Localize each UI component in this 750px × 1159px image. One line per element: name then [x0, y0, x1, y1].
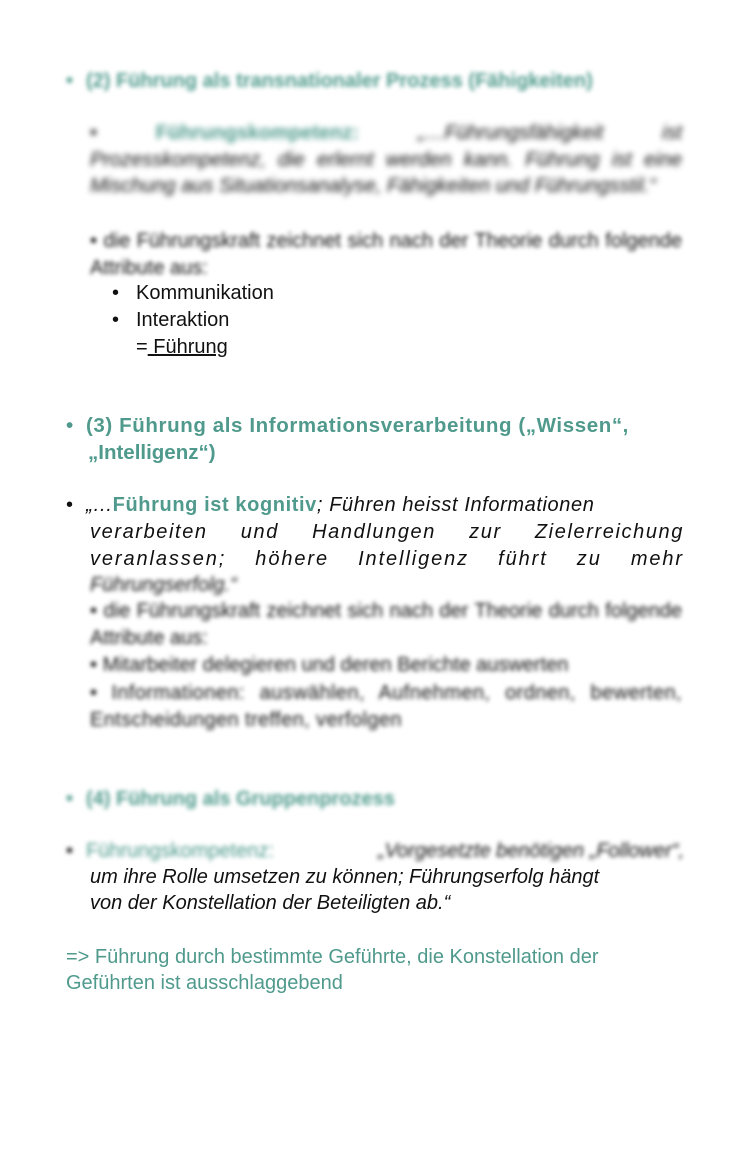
bullet: • [66, 70, 74, 92]
kognitiv-highlight: Führung ist kognitiv [112, 494, 317, 516]
section3-delegate: • Mitarbeiter delegieren und deren Berichte auswerten [90, 654, 569, 676]
bullet: • [90, 122, 156, 144]
conclusion-line1: => Führung durch bestimmte Geführte, die Konstellation der [66, 946, 599, 968]
competence-quote: „…Führungsfähigkeit ist Prozesskompetenz, die erlernt werden kann. Führung ist eine Mischung aus Situationsanalyse, Fähigkeiten und Führungsstil.“ [90, 122, 682, 197]
competence-label: Führungskompetenz: [86, 840, 274, 862]
section3-heading-cont: „Intelligenz“) [88, 441, 216, 464]
bullet: • [66, 414, 74, 437]
bullet: • [90, 230, 104, 252]
bullet: • [112, 309, 120, 331]
section3-information: • Informationen: auswählen, Aufnehmen, ordnen, bewerten, Entscheidungen treffen, verfolgen [90, 682, 682, 731]
section2-attributes-intro: • die Führungskraft zeichnet sich nach der Theorie durch folgende Attribute aus: [90, 230, 683, 279]
result-line: = Führung [136, 336, 228, 358]
section3-quote-line3: veranlassen; höhere Intelligenz führt zu mehr [90, 548, 684, 570]
conclusion-line2: Geführten ist ausschlaggebend [66, 972, 343, 994]
result-underlined: Führung [147, 336, 228, 358]
section4-quote-line2: um ihre Rolle umsetzen zu können; Führungserfolg hängt [90, 866, 600, 888]
section4-quote-line3: von der Konstellation der Beteiligten ab.“ [90, 892, 451, 914]
section3-quote-line2: verarbeiten und Handlungen zur Zielerreichung [90, 521, 684, 543]
bullet: • [66, 788, 74, 810]
list-item: • Interaktion [112, 307, 229, 334]
section2-heading: • (2) Führung als transnationaler Prozess (Fähigkeiten) [66, 68, 593, 95]
bullet: • [66, 494, 74, 516]
section3-quote-line1: • „…Führung ist kognitiv; Führen heisst Informationen [66, 492, 686, 519]
bullet: • [90, 654, 103, 676]
competence-label: Führungskompetenz: [155, 122, 360, 144]
bullet: • [112, 282, 120, 304]
section3-quote-line4: Führungserfolg.“ [90, 574, 237, 596]
section4-quote-line1: • Führungskompetenz: „Vorgesetzte benötigen „Follower“, [66, 838, 684, 865]
section2-competence-paragraph [90, 120, 682, 200]
bullet: • [90, 600, 104, 622]
section3-attributes-intro: • die Führungskraft zeichnet sich nach der Theorie durch folgende Attribute aus: [90, 600, 683, 649]
bullet: • [66, 840, 74, 862]
section4-heading: • (4) Führung als Gruppenprozess [66, 786, 395, 813]
list-item: • Kommunikation [112, 280, 274, 307]
bullet: • [90, 682, 112, 704]
section3-heading: • (3) Führung als Informationsverarbeitung („Wissen“, [66, 414, 629, 437]
